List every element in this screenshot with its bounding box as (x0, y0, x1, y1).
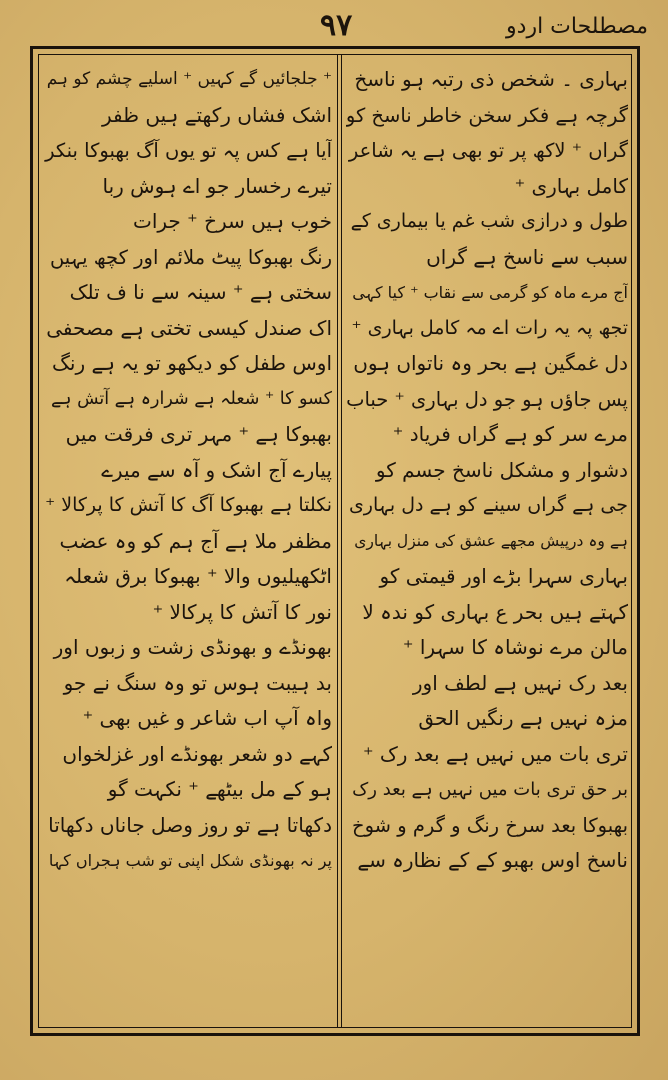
text-line: تیرے رخسار جو اے ہوش ربا (102, 173, 332, 198)
text-line: پیارے آج اشک و آہ سے میرے (101, 457, 332, 482)
text-line: سختی ہے ⁺ سینہ سے نا ف تلک (69, 280, 332, 304)
text-line: ⁺ جلجائیں گے کہیں ⁺ اسلیے چشم کو ہم (46, 69, 332, 89)
text-line: کسو کا ⁺ شعلہ ہے شرارہ ہے آتش ہے (51, 388, 332, 409)
text-line: تری بات میں نہیں ہے بعد رک ⁺ (362, 741, 628, 766)
text-line: کہے دو شعر بھونڈے اور غزلخواں (62, 741, 332, 766)
text-line: آیا ہے کس پہ تو یوں آگ بھبوکا بنکر (45, 139, 332, 162)
text-line: پر نہ بھونڈی شکل اپنی تو شب ہجراں کہا (48, 851, 332, 870)
text-line: ہے وہ درپیش مجھے عشق کی منزل بہاری (354, 531, 628, 550)
text-line: اک صندل کیسی تختی ہے مصحفی (46, 315, 332, 340)
page-header (30, 6, 648, 46)
text-line: کامل بہاری ⁺ (514, 173, 628, 198)
text-line: خوب ہیں سرخ ⁺ جرات (133, 209, 332, 233)
text-line: دکھاتا ہے تو روز وصل جاناں دکھاتا (48, 812, 332, 837)
text-line: بعد رک نہیں ہے لطف اور (412, 670, 628, 695)
text-line: اوس طفل کو دیکھو تو یہ ہے رنگ (52, 351, 332, 375)
text-line: بہاری ۔ شخص ذی رتبہ ہو ناسخ (354, 67, 628, 91)
text-line: اٹکھیلیوں والا ⁺ بھبوکا برق شعلہ (64, 564, 332, 588)
text-line: اشک فشاں رکھتے ہیں ظفر (101, 102, 332, 127)
left-text-column (44, 62, 332, 1022)
text-line: مرے سر کو ہے گراں فریاد ⁺ (392, 422, 628, 446)
text-line: گراں ⁺ لاکھ پر تو بھی ہے یہ شاعر (348, 139, 628, 162)
text-line: طول و درازی شب غم یا بیماری کے (350, 210, 628, 232)
text-line: بھبوکا ہے ⁺ مہر تری فرقت میں (65, 422, 332, 446)
text-line: مظفر ملا ہے آج ہم کو وہ عضب (59, 528, 332, 553)
text-line: گرچہ ہے فکر سخن خاطر ناسخ کو (346, 103, 628, 127)
right-text-column (346, 62, 628, 1022)
running-title: مصطلحات اردو (506, 14, 648, 39)
text-line: بد ہیبت ہوس تو وہ سنگ نے جو (63, 670, 332, 695)
text-line: ہو کے مل بیٹھے ⁺ نکہت گو (107, 777, 332, 801)
text-line: دل غمگین ہے بحر وہ ناتواں ہوں (353, 351, 628, 375)
text-line: بہاری سہرا بڑے اور قیمتی کو (379, 564, 628, 588)
page-number: ۹۷ (320, 8, 353, 43)
text-line: ناسخ اوس بھبو کے کے نظارہ سے (357, 848, 628, 872)
text-line: پس جاؤں ہو جو دل بہاری ⁺ حباب (346, 387, 628, 411)
text-line: بر حق تری بات میں نہیں ہے بعد رک (352, 779, 628, 800)
text-line: مزہ نہیں ہے رنگیں الحق (418, 706, 628, 730)
text-line: تجھ پہ یہ رات اے مہ کامل بہاری ⁺ (351, 316, 628, 339)
text-line: رنگ بھبوکا پیٹ ملائم اور کچھ یہیں (49, 245, 332, 269)
text-line: آج مرے ماہ کو گرمی سے نقاب ⁺ کیا کہی (352, 283, 628, 302)
text-line: دشوار و مشکل ناسخ جسم کو (375, 457, 628, 482)
text-line: سبب سے ناسخ ہے گراں (426, 244, 628, 269)
text-line: کہتے ہیں بحر ع بہاری کو ندہ لا (362, 599, 628, 624)
text-line: واہ آپ اب شاعر و غیں بھی ⁺ (82, 706, 332, 730)
text-line: بھبوکا بعد سرخ رنگ و گرم و شوخ (352, 813, 628, 837)
text-line: مالن مرے نوشاہ کا سہرا ⁺ (402, 635, 628, 659)
text-line: نور کا آتش کا پرکالا ⁺ (152, 599, 332, 624)
text-line: جی ہے گراں سینے کو ہے دل بہاری (348, 494, 628, 516)
text-line: نکلتا ہے بھبوکا آگ کا آتش کا پرکالا ⁺ (45, 494, 332, 516)
column-divider (337, 54, 342, 1028)
text-line: بھونڈے و بھونڈی زشت و زبوں اور (53, 635, 332, 659)
